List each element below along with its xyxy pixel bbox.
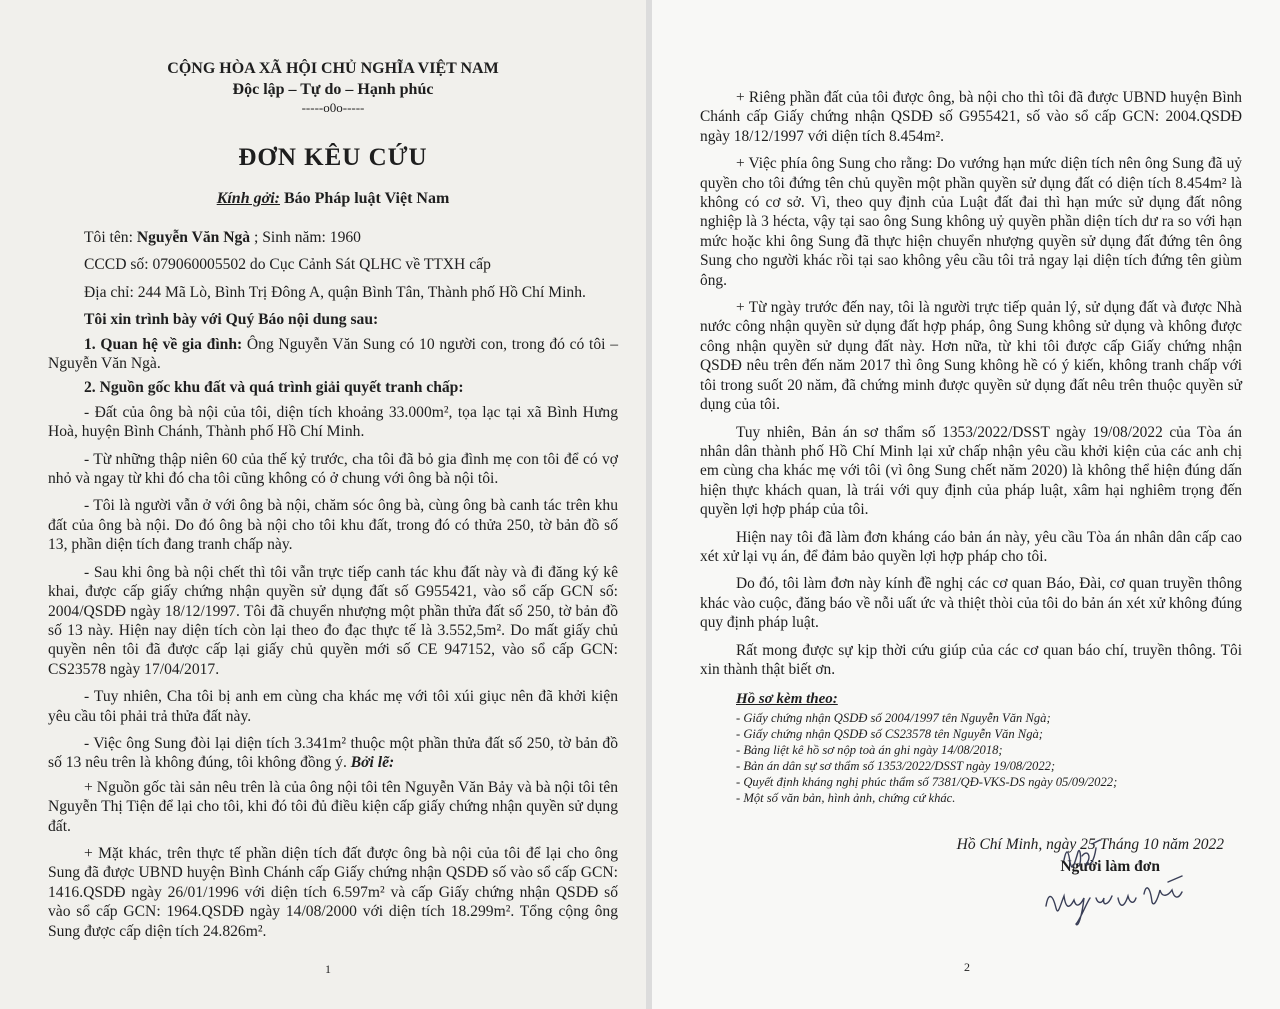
paragraph: - Tuy nhiên, Cha tôi bị anh em cùng cha khác mẹ với tôi xúi giục nên đã khởi kiện yêu cầu tôi phải trả thửa đất này. bbox=[48, 688, 618, 725]
date-line: Hồ Chí Minh, ngày 25 Tháng 10 năm 2022 bbox=[956, 836, 1224, 854]
attachment-item: - Giấy chứng nhận QSDĐ số CS23578 tên Nguyễn Văn Ngà; bbox=[736, 727, 1043, 742]
addressee-label: Kính gởi: bbox=[216, 190, 280, 207]
addressee: Báo Pháp luật Việt Nam bbox=[283, 190, 450, 207]
attachment-item: - Quyết định kháng nghị phúc thẩm số 7381/QĐ-VKS-DS ngày 05/09/2022; bbox=[736, 775, 1118, 790]
birth-year: ; Sinh năm: 1960 bbox=[250, 229, 361, 246]
paragraph: Hiện nay tôi đã làm đơn kháng cáo bản án này, yêu cầu Tòa án nhân dân cấp cao xét xử lại vụ án, để đảm bảo quyền lợi hợp pháp cho tôi. bbox=[700, 528, 1242, 565]
paragraph: Do đó, tôi làm đơn này kính đề nghị các cơ quan Báo, Đài, cơ quan truyền thông khác vào cuộc, đăng báo về nỗi uất ức và thiệt thòi của tôi do bản án xét xử không đúng quy định pháp luật. bbox=[700, 575, 1242, 632]
author-name: Nguyễn Văn Ngà bbox=[136, 229, 251, 246]
paragraph: - Sau khi ông bà nội chết thì tôi vẫn trực tiếp canh tác khu đất này và đi đăng ký kê khai, được cấp giấy chứng nhận quyền sử dụng đất số G955421, vào sổ cấp GCN số: 2004/QSDĐ ngày 18/12/1997. Tôi đã chuyển nhượng một phần thửa đất số 250, tờ bản đồ số 13 này. Hiện nay diện tích còn lại theo đo đạc thực tế là 3.552,5m². Do mất giấy chủ quyền nên tôi đã được cấp lại giấy chủ quyền mới số CE 947152, vào sổ cấp GCN: CS23578 ngày 17/04/2017. bbox=[48, 563, 618, 678]
section-1-heading: 1. Quan hệ về gia đình: bbox=[84, 335, 243, 353]
paragraph: + Riêng phần đất của tôi được ông, bà nội cho thì tôi đã được UBND huyện Bình Chánh cấp Giấy chứng nhận QSDĐ số G955421, số vào sổ cấp GCN: 2004.QSDĐ ngày 18/12/1997 với diện tích 8.454m². bbox=[700, 89, 1242, 145]
motto: Độc lập – Tự do – Hạnh phúc bbox=[232, 81, 434, 98]
intro-line: Tôi xin trình bày với Quý Báo nội dung sau: bbox=[84, 311, 379, 329]
paragraph: - Tôi là người vẫn ở với ông bà nội, chăm sóc ông bà, cùng ông bà canh tác trên khu đất của ông bà nội. Do đó ông bà nội cho tôi khu đất, trong đó có thửa 250, tờ bản đồ số 13, phần diện tích đang tranh chấp này. bbox=[48, 497, 618, 554]
national-header: CỘNG HÒA XÃ HỘI CHỦ NGHĨA VIỆT NAM bbox=[167, 60, 499, 77]
attachments-list bbox=[736, 710, 1242, 806]
attachment-item: - Một số văn bản, hình ảnh, chứng cứ khác. bbox=[736, 791, 956, 806]
document-page-2 bbox=[652, 0, 1280, 1009]
paragraph: - Đất của ông bà nội của tôi, diện tích khoảng 33.000m², tọa lạc tại xã Bình Hưng Hoà, huyện Bình Chánh, Thành phố Hồ Chí Minh. bbox=[48, 403, 618, 441]
reason-label: Bởi lẽ: bbox=[350, 754, 395, 772]
handwritten-signature bbox=[1032, 836, 1212, 936]
section-1 bbox=[48, 335, 618, 374]
section-2-heading: 2. Nguồn gốc khu đất và quá trình giải quyết tranh chấp: bbox=[84, 379, 464, 397]
paragraph: + Từ ngày trước đến nay, tôi là người trực tiếp quản lý, sử dụng đất và được Nhà nước công nhận quyền sử dụng đất hợp pháp, ông Sung không sử dụng và không được công nhận quyền sử dụng đất này. Hơn nữa, từ khi tôi được cấp Giấy chứng nhận QSDĐ nêu trên đến năm 2017 thì ông Sung không hề có ý kiến, không tranh chấp với tôi trong suốt 20 năm, đã chứng minh được quyền sử dụng đất nêu trên thuộc quyền sử dụng của tôi. bbox=[700, 299, 1242, 414]
paragraph: - Từ những thập niên 60 của thế kỷ trước, cha tôi đã bỏ gia đình mẹ con tôi để có vợ nhỏ và ngay từ khi đó cha tôi cũng không có ở chung với ông bà nội tôi. bbox=[48, 450, 618, 488]
paragraph: + Mặt khác, trên thực tế phần diện tích đất được ông bà nội của tôi để lại cho ông Sung đã được UBND huyện Bình Chánh cấp Giấy chứng nhận QSDĐ số vào sổ cấp GCN: 1416.QSDĐ ngày 26/01/1996 với diện tích 6.597m² và cấp Giấy chứng nhận QSDĐ số vào sổ cấp GCN: 1964.QSDĐ ngày 14/08/2000 với diện tích 18.299m². Tổng cộng ông Sung được cấp diện tích 24.826m². bbox=[48, 844, 618, 940]
section-1-text: Ông Nguyễn Văn Sung có 10 người con, trong đó có tôi – Nguyễn Văn Ngà. bbox=[48, 335, 618, 373]
header-ornament: -----o0o----- bbox=[301, 100, 365, 115]
paragraph: + Nguồn gốc tài sản nêu trên là của ông nội tôi tên Nguyễn Văn Bảy và bà nội tôi tên Nguyễn Thị Tiện để lại cho tôi, khi đó tôi đủ điều kiện cấp giấy chứng nhận quyền sử dụng đất. bbox=[48, 778, 618, 835]
id-line: CCCD số: 079060005502 do Cục Cảnh Sát QLHC về TTXH cấp bbox=[84, 256, 491, 274]
attachment-item: - Bảng liệt kê hồ sơ nộp toà án ghi ngày 14/08/2018; bbox=[736, 743, 1003, 758]
signer-label: Người làm đơn bbox=[1060, 858, 1160, 876]
page-number: 2 bbox=[964, 960, 970, 974]
attachments-heading: Hồ sơ kèm theo: bbox=[736, 691, 838, 708]
paragraph: Rất mong được sự kịp thời cứu giúp của các cơ quan báo chí, truyền thông. Tôi xin thành thật biết ơn. bbox=[700, 641, 1242, 678]
address-line: Địa chỉ: 244 Mã Lò, Bình Trị Đông A, quận Bình Tân, Thành phố Hồ Chí Minh. bbox=[84, 283, 586, 301]
page-number: 1 bbox=[325, 962, 331, 976]
name-line bbox=[48, 228, 618, 247]
paragraph-text: - Việc ông Sung đòi lại diện tích 3.341m² thuộc một phần thửa đất số 250, tờ bản đồ số 13 nêu trên là không đúng, tôi không đồng ý. bbox=[48, 734, 618, 772]
paragraph: Tuy nhiên, Bản án sơ thẩm số 1353/2022/DSST ngày 19/08/2022 của Tòa án nhân dân thành phố Hồ Chí Minh lại xử chấp nhận yêu cầu khởi kiện của các anh chị em cùng cha khác mẹ với tôi (vì ông Sung chết năm 2020) là không thể hiện đúng dấn hiện thực khách quan, là trái với quy định của pháp luật, xâm hại nghiêm trọng đến quyền lợi hợp pháp của tôi. bbox=[700, 423, 1242, 519]
attachment-item: - Giấy chứng nhận QSDĐ số 2004/1997 tên Nguyễn Văn Ngà; bbox=[736, 711, 1051, 726]
addressee-line bbox=[48, 190, 618, 208]
name-prefix: Tôi tên: bbox=[84, 229, 137, 246]
document-title: ĐƠN KÊU CỨU bbox=[238, 144, 428, 171]
paragraph: + Việc phía ông Sung cho rằng: Do vướng hạn mức diện tích nên ông Sung đã uỷ quyền cho tôi đứng tên chủ quyền một phần quyền sử dụng đất có diện tích 8.454m² là không có cơ sở. Vì, theo quy định của Luật đất đai thì hạn mức sử dụng đất nông nghiệp là 3 hécta, vậy tại sao ông Sung không uỷ quyền phần diện tích dư ra so với hạn mức hoặc khi ông Sung đã thực hiện chuyển nhượng quyền sử dụng đất đứng tên ông Sung cho người khác rồi tại sao không yêu cầu tôi trả ngay lại diện tích đứng tên giùm ông. bbox=[700, 155, 1242, 289]
paragraph bbox=[48, 734, 618, 773]
attachment-item: - Bản án dân sự sơ thẩm số 1353/2022/DSST ngày 19/08/2022; bbox=[736, 759, 1056, 774]
